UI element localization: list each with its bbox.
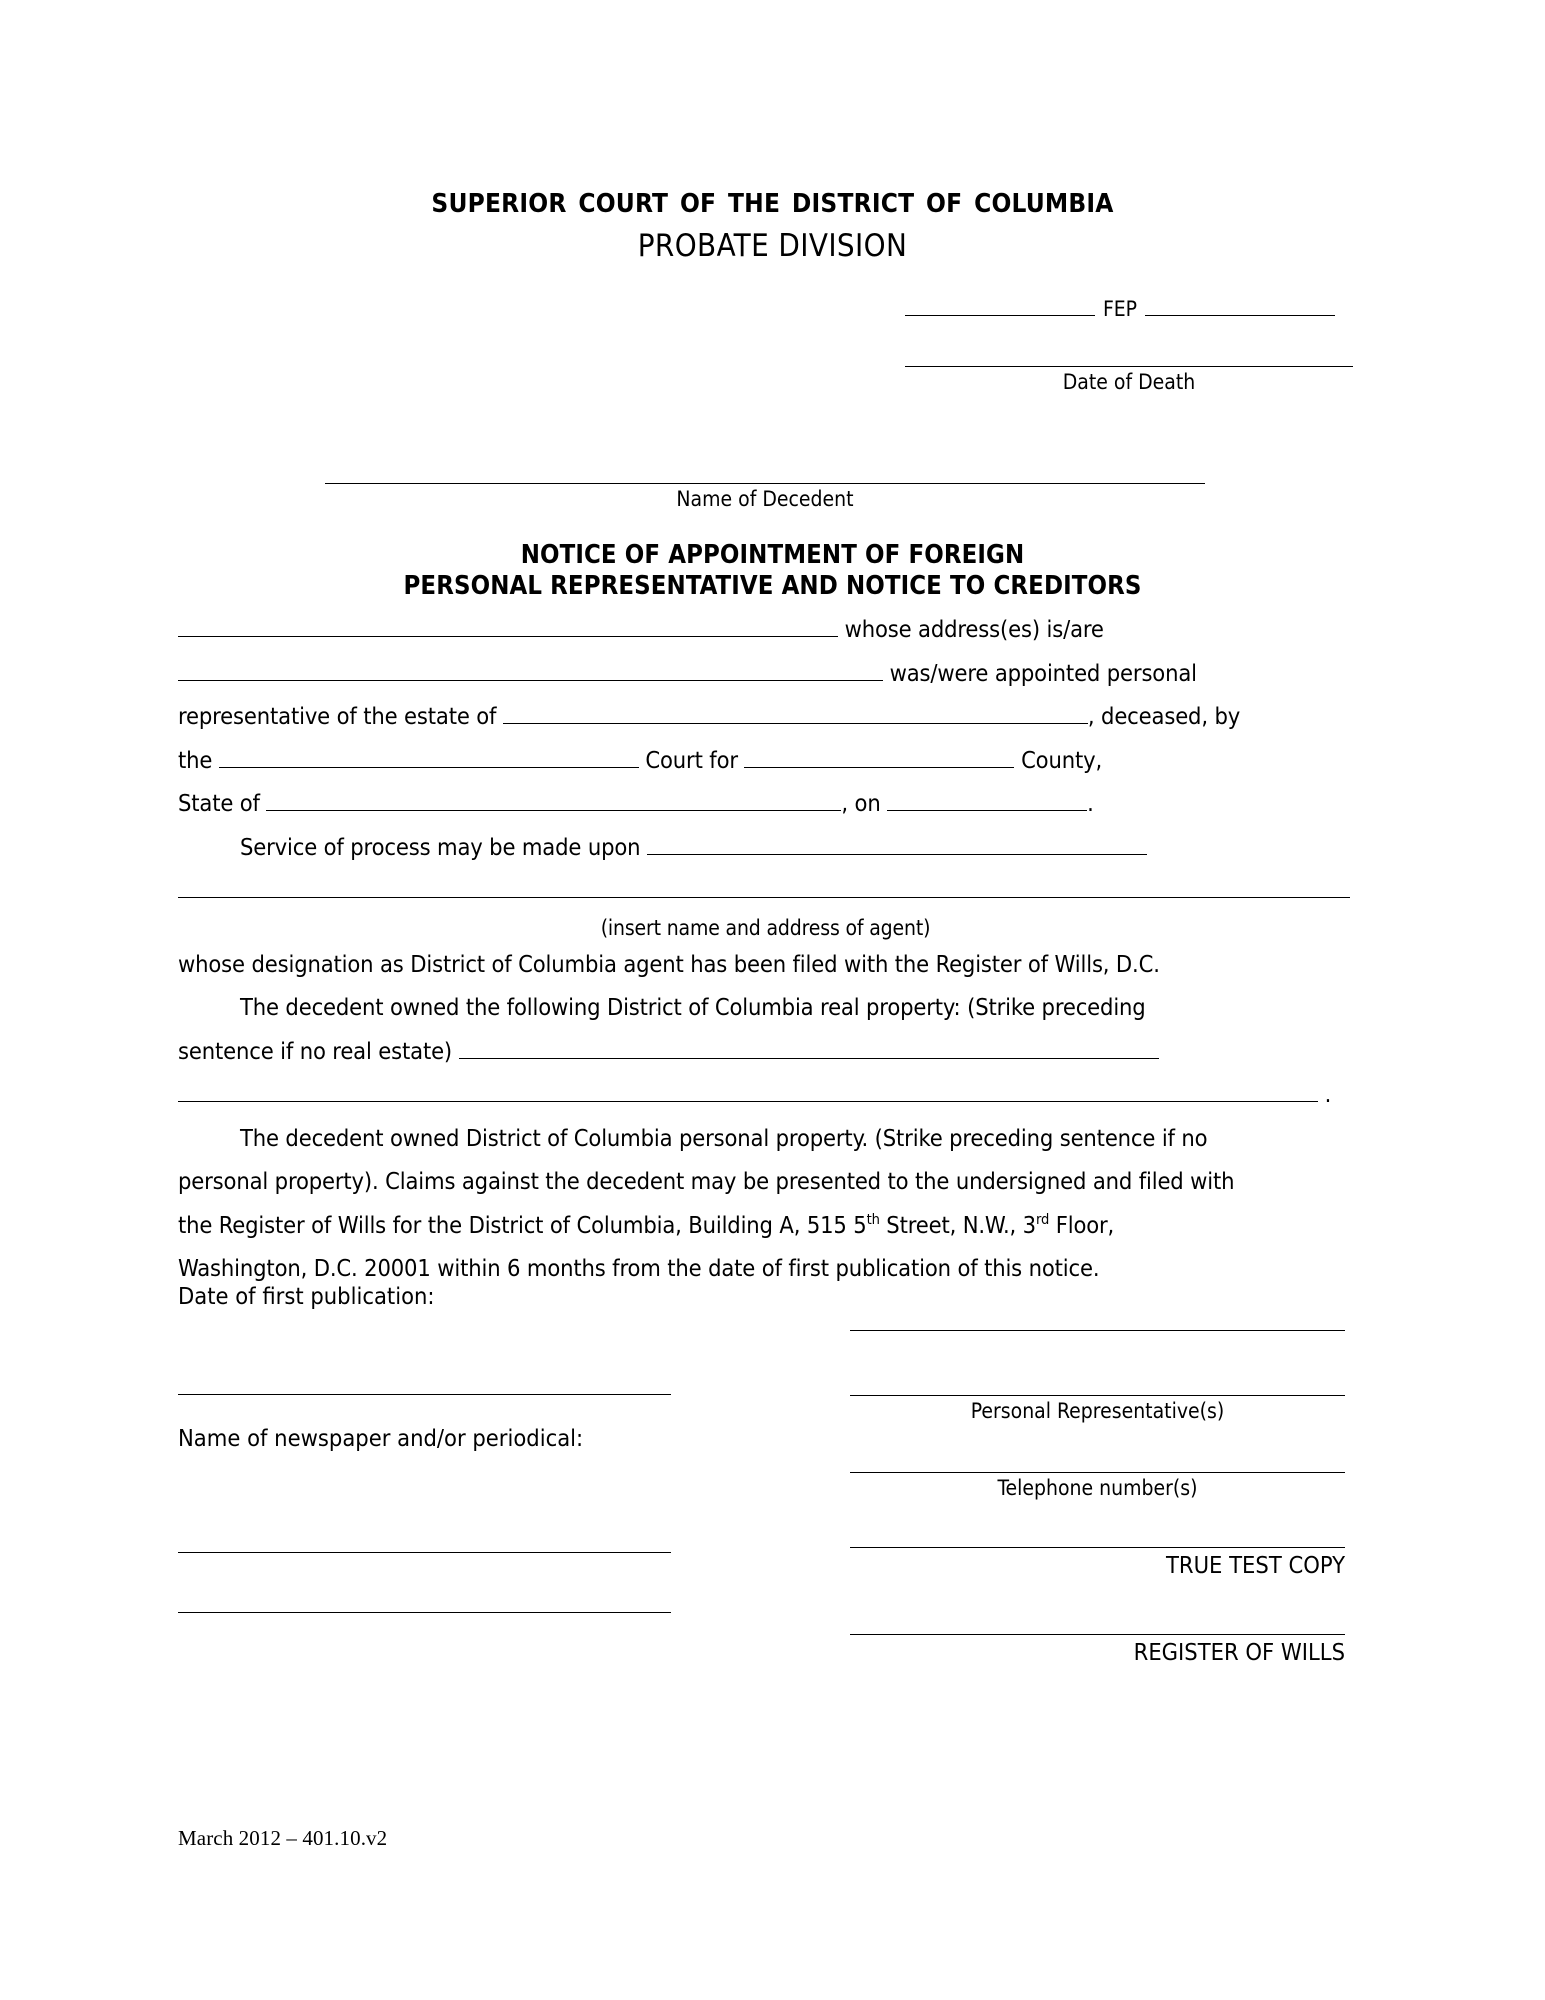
body-line-13: personal property). Claims against the decedent may be presented to the undersigned and filed with <box>178 1167 1235 1195</box>
body-line-8: whose designation as District of Columbia agent has been filed with the Register of Wills, D.C. <box>178 949 1160 978</box>
form-revision-footer: March 2012 – 401.10.v2 <box>178 1826 388 1850</box>
agent-caption: (insert name and address of agent) <box>600 915 931 940</box>
body-line-11-tail: . <box>1324 1080 1332 1108</box>
fep-label: FEP <box>1103 297 1137 321</box>
foreign-pr-address-blank[interactable] <box>178 658 883 681</box>
body-text <box>178 608 1353 1291</box>
page-title-line-1: NOTICE OF APPOINTMENT OF FOREIGN <box>520 540 1025 570</box>
body-line-5-tail: . <box>1087 789 1094 817</box>
body-line-4-lead: the <box>178 745 213 774</box>
newspaper-blank-2[interactable] <box>178 1612 671 1613</box>
register-of-wills-blank[interactable] <box>850 1634 1345 1635</box>
name-of-decedent-caption: Name of Decedent <box>676 487 854 511</box>
body-line-14-c: Floor, <box>1049 1210 1115 1239</box>
body-line-3-tail: , deceased, by <box>1087 702 1241 730</box>
date-of-first-publication-label: Date of first publication: <box>178 1282 435 1310</box>
body-line-14 <box>178 1204 1353 1248</box>
court-title: superior court of the district of columbia <box>431 178 1114 221</box>
page-title-line-2: PERSONAL REPRESENTATIVE AND NOTICE TO CREDITORS <box>403 571 1142 601</box>
body-line-7 <box>178 869 1353 913</box>
date-of-death-caption: Date of Death <box>1062 370 1196 394</box>
body-line-11 <box>178 1073 1353 1117</box>
body-line-6-lead: Service of process may be made upon <box>240 832 641 861</box>
court-name-blank[interactable] <box>219 745 639 768</box>
body-line-4-mid: Court for <box>645 745 738 774</box>
newspaper-label: Name of newspaper and/or periodical: <box>178 1424 584 1452</box>
agent-name-blank[interactable] <box>647 832 1147 855</box>
division-title: PROBATE DIVISION <box>637 228 908 264</box>
true-test-copy-blank[interactable] <box>850 1547 1345 1548</box>
body-line-6 <box>178 826 1353 870</box>
body-line-12 <box>178 1117 1353 1161</box>
name-of-decedent-blank[interactable] <box>325 483 1205 484</box>
body-line-2 <box>178 652 1353 696</box>
fep-row <box>905 296 1355 321</box>
body-line-10 <box>178 1030 1353 1074</box>
date-of-first-publication-blank[interactable] <box>178 1394 671 1395</box>
foreign-pr-name-blank[interactable] <box>178 614 838 637</box>
personal-representative-signature-blank-2[interactable] <box>850 1395 1345 1396</box>
body-line-4 <box>178 739 1353 783</box>
date-of-death-blank[interactable] <box>905 366 1353 367</box>
page-title <box>0 540 1545 602</box>
body-line-15: Washington, D.C. 20001 within 6 months from the date of first publication of this notice. <box>178 1254 1100 1282</box>
state-blank[interactable] <box>266 788 841 811</box>
body-line-3 <box>178 695 1353 739</box>
body-line-4-tail: County, <box>1021 745 1103 774</box>
register-of-wills-label: REGISTER OF WILLS <box>1133 1638 1345 1666</box>
personal-representative-signature-blank-1[interactable] <box>850 1330 1345 1331</box>
fep-number-blank[interactable] <box>1145 296 1335 316</box>
ordinal-suffix-th: th <box>866 1210 880 1228</box>
telephone-caption: Telephone number(s) <box>997 1476 1198 1500</box>
body-line-12-text: The decedent owned District of Columbia personal property. (Strike preceding sentence if no <box>240 1123 1208 1152</box>
agent-address-blank[interactable] <box>178 875 1350 898</box>
body-line-14-b: Street, N.W., 3 <box>879 1210 1036 1239</box>
telephone-number-blank[interactable] <box>850 1472 1345 1473</box>
estate-of-blank[interactable] <box>503 701 1088 724</box>
body-line-5-mid: , on <box>841 789 881 817</box>
body-line-9 <box>178 986 1353 1030</box>
body-line-5-lead: State of <box>178 789 260 817</box>
true-test-copy-label: TRUE TEST COPY <box>1165 1551 1345 1579</box>
county-blank[interactable] <box>744 745 1014 768</box>
real-property-blank-2[interactable] <box>178 1079 1318 1102</box>
body-line-14-a: the Register of Wills for the District of Columbia, Building A, 515 5 <box>178 1210 867 1239</box>
body-line-1 <box>178 608 1353 652</box>
body-line-9-text: The decedent owned the following District of Columbia real property: (Strike preceding <box>240 993 1146 1021</box>
personal-representative-caption: Personal Representative(s) <box>970 1399 1225 1423</box>
body-line-2-tail: was/were appointed personal <box>889 658 1197 687</box>
real-property-blank-1[interactable] <box>459 1036 1159 1059</box>
body-line-3-lead: representative of the estate of <box>178 702 497 730</box>
newspaper-blank-1[interactable] <box>178 1552 671 1553</box>
appointment-date-blank[interactable] <box>887 788 1087 811</box>
body-line-5 <box>178 782 1353 826</box>
body-line-10-lead: sentence if no real estate) <box>178 1036 453 1065</box>
ordinal-suffix-rd: rd <box>1035 1210 1050 1228</box>
fep-case-number-blank[interactable] <box>905 296 1095 316</box>
body-line-1-tail: whose address(es) is/are <box>844 615 1104 643</box>
